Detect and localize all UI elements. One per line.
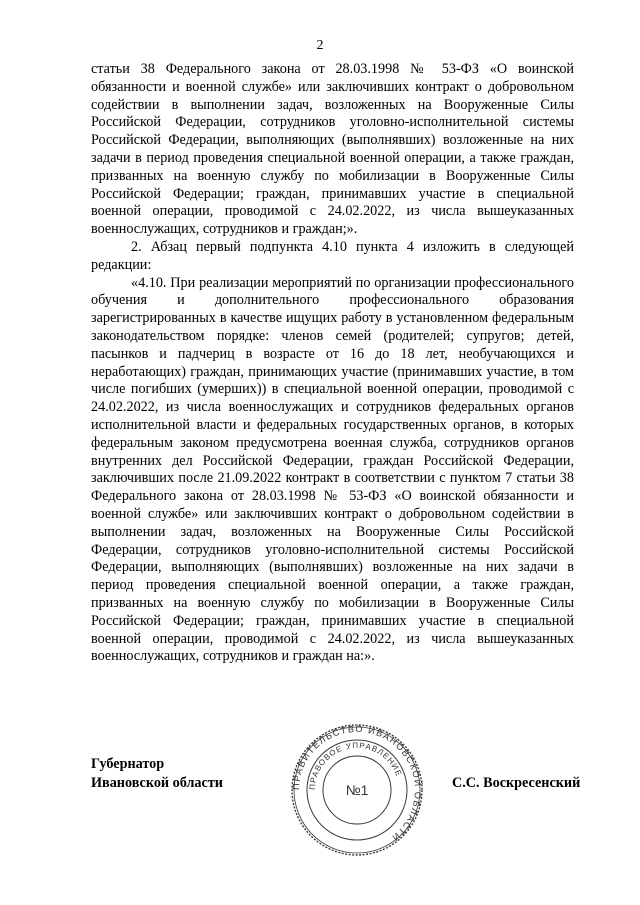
signatory-region: Ивановской области [91,775,223,791]
page-number: 2 [316,38,324,53]
official-seal [290,723,424,857]
paragraph-continuation: статьи 38 Федерального закона от 28.03.1998 № 53-ФЗ «О воинской обязанности и военной службе» или заключивших контракт о добровольном содействии в выполнении задач, возложенных на Вооруженные Силы Российской Федерации, сотрудников уголовно-исполнительной системы Российской Федерации, выполняющих (выполнявших) возложенные на них задачи в период проведения специальной военной операции, а также граждан, призванных на военную службу по мобилизации в Вооруженные Силы Российской Федерации; граждан, принимавших участие в специальной военной операции, проводимой с 24.02.2022, из числа вышеуказанных военнослужащих, сотрудников и граждан;». [91,61,574,238]
seal-number: №1 [345,782,369,798]
paragraph-amendment-2: 2. Абзац первый подпункта 4.10 пункта 4 изложить в следующей редакции: [91,238,574,273]
signatory-name: С.С. Воскресенский [452,775,581,791]
seal-outer-text-path: ПРАВИТЕЛЬСТВО ИВАНОВСКОЙ ОБЛАСТИ [290,723,424,844]
document-body [91,61,574,666]
paragraph-clause-4-10: «4.10. При реализации мероприятий по организации профессионального обучения и дополнительного профессионального образования зарегистрированных в качестве ищущих работу в установленном федеральным законодательством порядке: членов семей (родителей; супругов; детей, пасынков и падчериц в возрасте от 16 до 18 лет, необучающихся и неработающих) граждан, принимающих участие (принимавших участие, в том числе погибших (умерших)) в специальной военной операции, проводимой с 24.02.2022, из числа военнослужащих и сотрудников федеральных органов исполнительной власти и федеральных государственных органов, в которых федеральным законом предусмотрена военная служба, сотрудников органов внутренних дел Российской Федерации, граждан Российской Федерации, заключивших после 21.09.2022 контракт в соответствии с пунктом 7 статьи 38 Федерального закона от 28.03.1998 № 53-ФЗ «О воинской обязанности и военной службе» или заключивших контракт о добровольном содействии в выполнении задач, возложенных на Вооруженные Силы Российской Федерации, сотрудников уголовно-исполнительной системы Российской Федерации, выполняющих (выполнявших) возложенные на них задачи в период проведения специальной военной операции, а также граждан, призванных на военную службу по мобилизации в Вооруженные Силы Российской Федерации; граждан, принимавших участие в специальной военной операции, проводимой с 24.02.2022, из числа вышеуказанных военнослужащих, сотрудников и граждан на:». [91,274,574,665]
signatory-position [91,755,223,793]
signatory-title: Губернатор [91,756,165,772]
seal-inner-text-path: ПРАВОВОЕ УПРАВЛЕНИЕ [307,740,404,791]
